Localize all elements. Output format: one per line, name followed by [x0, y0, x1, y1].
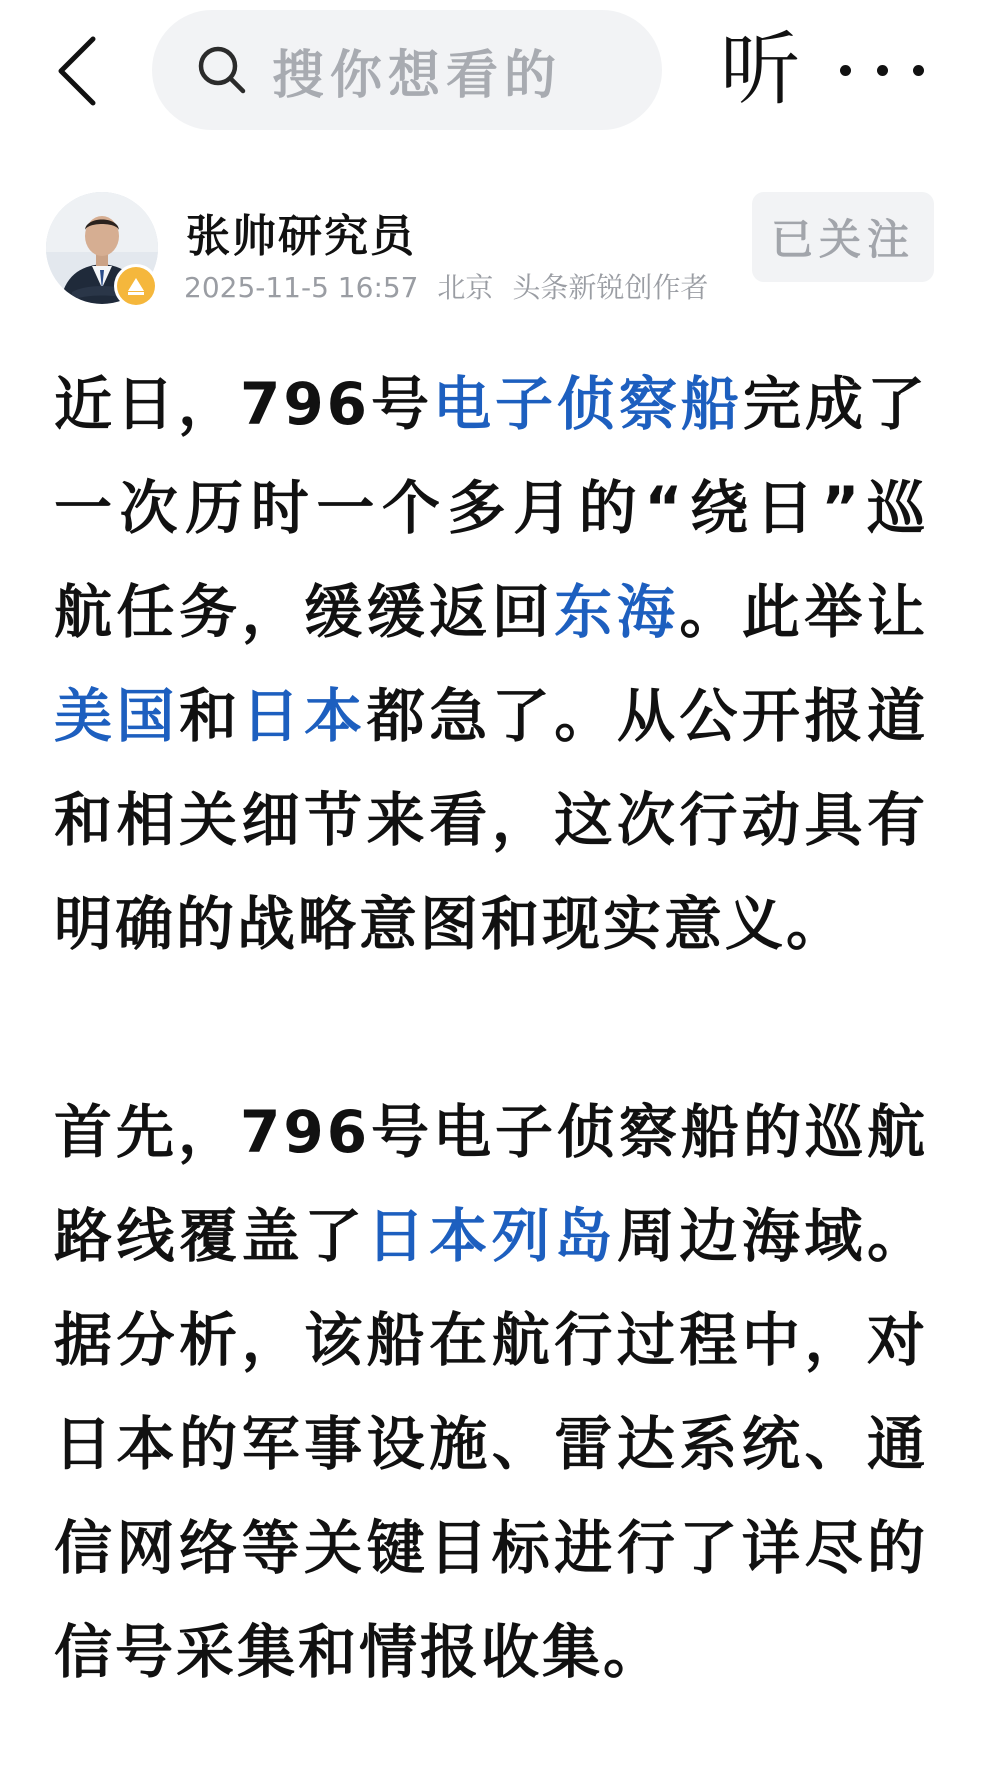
paragraph-text: 。此举让 — [679, 578, 928, 646]
paragraph-text: 首先，796号电子侦察船的巡航路线覆盖了 — [54, 1098, 928, 1270]
creator-badge-icon — [124, 274, 148, 298]
keyword-link[interactable]: 东海 — [554, 578, 680, 646]
paragraph-text: 都急了。从公开报道和相关细节来看，这次行动具有明确的战略意图和现实意义。 — [54, 682, 928, 958]
creator-tag: 头条新锐创作者 — [512, 271, 709, 304]
paragraph-text: 和 — [179, 682, 242, 750]
follow-button[interactable]: 已关注 — [752, 192, 934, 282]
author-row — [0, 180, 986, 320]
paragraph-text: 周边海域。据分析，该船在航行过程中，对日本的军事设施、雷达系统、通信网络等关键目标进行了详尽的信号采集和情报收集。 — [54, 1202, 928, 1686]
author-name[interactable]: 张帅研究员 — [186, 211, 416, 262]
paragraph-text: 近日，796号 — [54, 370, 434, 438]
listen-button[interactable]: 听 — [720, 23, 800, 116]
more-dots-icon — [840, 65, 851, 76]
publish-location: 北京 — [437, 271, 494, 304]
search-placeholder: 搜你想看的 — [272, 45, 563, 106]
creator-badge — [114, 264, 158, 308]
keyword-link[interactable]: 美国 — [54, 682, 180, 750]
search-input[interactable] — [152, 10, 662, 130]
keyword-link[interactable]: 日本列岛 — [366, 1202, 617, 1270]
paragraph-text: 完成了一次历时一个多月的“绕日”巡航任务，缓缓返回 — [54, 370, 928, 646]
more-button[interactable] — [840, 44, 924, 96]
article-paragraph — [54, 1080, 928, 1704]
author-meta — [184, 266, 718, 306]
article-body — [54, 352, 928, 1704]
chevron-left-icon — [55, 35, 99, 107]
keyword-link[interactable]: 日本 — [241, 682, 367, 750]
keyword-link[interactable]: 电子侦察船 — [433, 370, 743, 438]
publish-date: 2025-11-5 16:57 — [184, 271, 419, 304]
article-paragraph — [54, 352, 928, 976]
search-icon — [194, 42, 250, 98]
more-dots-icon — [877, 65, 888, 76]
back-button[interactable] — [42, 28, 112, 114]
top-bar — [0, 0, 986, 140]
more-dots-icon — [913, 65, 924, 76]
